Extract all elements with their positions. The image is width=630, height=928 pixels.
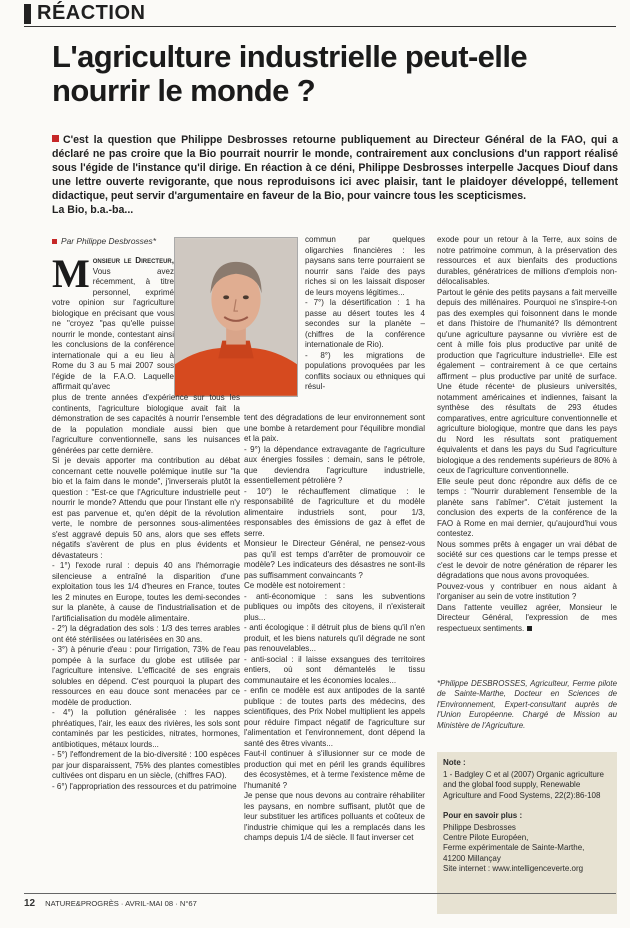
contact-line: 41200 Millançay bbox=[443, 853, 501, 863]
contact-website: Site internet : www.intelligenceverte.org bbox=[443, 863, 584, 873]
chapo-tagline: La Bio, b.a.-ba... bbox=[52, 204, 134, 217]
column-3 bbox=[437, 235, 617, 634]
paragraph: Monsieur le Directeur Général, ne pensez-vous pas qu'il est temps d'arrêter de promouvoir ce modèle? Les indicateurs des désastres ne sont-ils pas suffisamment convaincants ? bbox=[244, 539, 425, 580]
paragraph: - 9°) la dépendance extravagante de l'agriculture aux énergies fossiles : demain, sans le pétrole, que deviendra l'agriculture industrielle, essentiellement pétrolière ? bbox=[244, 444, 425, 485]
headline: L'agriculture industrielle peut-elle nourrir le monde ? bbox=[52, 39, 527, 108]
paragraph: - 3°) à pénurie d'eau : pour l'irrigation, 73% de l'eau pompée à la surface du globe est utilisée par l'agriculture intensive. L'efficacité de ses engrais solubles en dépend. C'est pourquoi la plupart des ressources en eau douce sont menacées par ce modèle de production. bbox=[52, 645, 240, 707]
paragraph: - 5°) l'effondrement de la bio-diversité : 100 espèces par jour disparaissent, 75% des plantes comestibles cultivées ont disparu en un siècle, (chiffres FAO). bbox=[52, 750, 240, 780]
contact-line: Philippe Desbrosses bbox=[443, 823, 516, 833]
paragraph: - 10°) le réchauffement climatique : le responsabilité de l'agriculture et du modèle alimentaire industriels sont, pour 1/3, responsables des émissions de gaz à effet de serre. bbox=[244, 486, 425, 538]
dropcap: M bbox=[52, 251, 90, 296]
paragraph: - 4°) la pollution généralisée : les nappes phréatiques, l'air, les eaux des rivières, les sols sont contaminés par les pesticides, nitrates, hormones, antibiotiques, métaux lourds... bbox=[52, 708, 240, 749]
chapo bbox=[52, 133, 618, 218]
byline bbox=[52, 236, 156, 246]
chapo-text: C'est la question que Philippe Desbrosses retourne publiquement au Directeur Général de la FAO, qui a déclaré ne pas croire que la Bio pourrait nourrir le monde, contrairement aux conclusions d'un rapport réalisé sous l'égide de l'instance qu'il dirige. En réaction à ce déni, Philippe Desbrosses interpelle Jacques Diouf dans une lettre ouverte revigorante, que nous reproduisons ici avec plaisir, tant le plaidoyer développé, tellement didactique, peut servir d'argumentaire en faveur de la Bio, pour vaincre tous les scepticismes. bbox=[52, 134, 618, 203]
page-footer bbox=[24, 898, 197, 909]
paragraph: Faut-il continuer à s'illusionner sur ce mode de production qui met en péril les grands équilibres des écosystèmes, et à terme l'existence même de l'humanité ? bbox=[244, 749, 425, 790]
section-label: RÉACTION bbox=[37, 2, 146, 24]
paragraph: Nous sommes prêts à engager un vrai débat de société sur ces questions car le temps presse et c'est le devoir de notre génération de réparer les dégradations que nous avons provoquées. bbox=[437, 539, 617, 580]
paragraph: - anti-économique : sans les subventions publiques ou impôts des citoyens, il n'existerait plus... bbox=[244, 591, 425, 622]
opening-text: Vous avez récemment, à titre personnel, exprimé votre opinion sur l'agriculture biologique en précisant que vous ne "croyez "pas qu'elle puisse nourrir le monde, contestant ainsi les conclusions de la conférence internationale qui a eu lieu à Rome du 3 au 5 mai 2007 sous l'égide de la F.A.O. Laquelle affirmait qu'avec bbox=[52, 266, 174, 391]
page-number: 12 bbox=[24, 898, 36, 909]
red-square-bullet bbox=[52, 135, 59, 142]
contact-line: Ferme expérimentale de Sainte-Marthe, bbox=[443, 843, 585, 853]
paragraph: tent des dégradations de leur environnement sont une bombe à retardement pour l'équilibre mondial et la paix. bbox=[244, 413, 425, 443]
paragraph: commun par quelques oligarchies financières : les paysans sans terre pourraient se nourrir sans l'aide des pays riches si on les laissait disposer de leurs moyens légitimes... bbox=[305, 235, 425, 297]
end-of-article-mark bbox=[527, 626, 532, 631]
paragraph: - 1°) l'exode rural : depuis 40 ans l'hémorragie silencieuse a entraîné la disparition d'une exploitation tous les 1/4 d'heures en France, toutes les 2 minutes en Europe, toutes les demi-secondes sur la planète, à cause de l'industrialisation et de l'artificialisation du modèle alimentaire. bbox=[52, 561, 240, 623]
note-box bbox=[437, 752, 617, 914]
column-2-bottom bbox=[244, 413, 425, 844]
note-text: 1 - Badgley C et al (2007) Organic agriculture and the global food supply, Renewable Agriculture and Food Systems, 22(2):86-108 bbox=[443, 770, 604, 800]
paragraph: Pouvez-vous y contribuer en nous aidant à l'organiser au sein de votre institution ? bbox=[437, 581, 617, 601]
paragraph: Je pense que nous devons au contraire réhabiliter les paysans, en nombre suffisant, plutôt que de leur substituer les artifices polluants et coûteux de l'industrie chimique qui les a remplacés dans les champs depuis 1/4 de siècle. Il faut inverser cet bbox=[244, 791, 425, 842]
note-title: Note : bbox=[443, 758, 466, 767]
paragraph: plus de trente années d'expérience sur tous les continents, l'agriculture biologique avait fait la démonstration de ses capacités à nourrir l'ensemble de la population mondiale aussi bien que l'agriculture conventionnelle, sans les nuisances générées par cette dernière. bbox=[52, 393, 240, 455]
top-rule bbox=[24, 26, 616, 27]
paragraph: exode pour un retour à la Terre, aux soins de notre patrimoine commun, à la préservation des ressources et aux bienfaits des productions durables, génératrices de millions d'emplois non-délocalisables. bbox=[437, 235, 617, 286]
paragraph: - anti-social : il laisse exsangues des territoires entiers, où sont démantelés le tissu communautaire et les économies locales... bbox=[244, 654, 425, 685]
more-info-title: Pour en savoir plus : bbox=[443, 810, 523, 820]
paragraph: Ce modèle est notoirement : bbox=[244, 581, 346, 590]
paragraph: - 8°) les migrations de populations provoquées par les conflits sociaux ou ethniques qui résul- bbox=[305, 350, 425, 391]
column-2-top bbox=[305, 235, 425, 393]
column-1-bottom bbox=[52, 393, 240, 792]
section-bar bbox=[24, 4, 31, 24]
author-photo bbox=[174, 237, 298, 397]
closing-paragraph bbox=[437, 603, 617, 635]
paragraph: Partout le génie des petits paysans a fait merveille depuis des millénaires. Pourquoi ne s'inspire-t-on pas des exemples qui foisonnent dans le monde et dans l'histoire de l'humanité? Ils démontrent qu'une agriculture paysanne ou vivrière est de cent à mille fois plus productive par unité de production que l'agriculture industrielle¹. Elle est également – contrairement à ce que certains affirment – plus productive par unité de surface. Une étude récente¹ de plusieurs universités, notamment américaines et indiennes, faisant la synthèse des résultats de 293 études comparatives, entre agriculture conventionnelle et agriculture biologique, montre que dans les pays du Nord les résultats sont pratiquement équivalents et dans les pays du Sud l'agriculture biologique a des rendements supérieurs de 80% à ceux de l'agriculture conventionnelle. bbox=[437, 287, 617, 475]
magazine-info: NATURE&PROGRÈS · AVRIL-MAI 08 · N°67 bbox=[45, 899, 197, 908]
paragraph: - anti écologique : il détruit plus de biens qu'il n'en produit, et les biens naturels qu'il dégrade ne sont pas renouvelables... bbox=[244, 623, 425, 653]
closing-text: Dans l'attente veuillez agréer, Monsieur le Directeur Général, l'expression de mes respectueux sentiments. bbox=[437, 602, 617, 633]
footer-rule bbox=[24, 893, 616, 894]
salutation: onsieur le Directeur, bbox=[92, 256, 174, 265]
paragraph: Elle seule peut donc répondre aux défis de ce temps : "Nourrir durablement l'ensemble de la planète sans l'abîmer". C'était justement la conclusion des experts de la conférence de la FAO à Rome en mai dernier, qu'aujourd'hui vous contestez. bbox=[437, 476, 617, 538]
paragraph: - 7°) la désertification : 1 ha passe au désert toutes les 4 secondes sur la planète – (chiffres de la conférence internationale de Rio). bbox=[305, 298, 425, 349]
section-tag bbox=[24, 2, 145, 25]
contact-line: Centre Pilote Européen, bbox=[443, 833, 529, 843]
paragraph: - 6°) l'appropriation des ressources et du patrimoine bbox=[52, 781, 237, 791]
author-signature: *Philippe DESBROSSES, Agriculteur, Ferme pilote de Sainte-Marthe, Docteur en Sciences de l'Environnement, Expert-consultant auprès de l'Union Européenne. Chargé de Mission au Ministère de l'Agriculture. bbox=[437, 679, 617, 730]
byline-text: Par Philippe Desbrosses* bbox=[61, 236, 156, 246]
red-square-bullet bbox=[52, 239, 57, 244]
letter-opening bbox=[52, 251, 174, 393]
portrait-illustration bbox=[175, 238, 297, 396]
paragraph: - 2°) la dégradation des sols : 1/3 des terres arables ont été stérilisées ou latérisées en 30 ans. bbox=[52, 624, 240, 644]
column-1-top bbox=[52, 251, 174, 393]
paragraph: Si je devais apporter ma contribution au débat concernant cette nouvelle polémique inutile sur "la bio et la faim dans le monde", j'inverserais plutôt la question : "Est-ce que l'Agriculture industrielle peut nourrir le monde? Attendu que pour l'instant elle n'y est pas parvenue et, qu'en dépit de la révolution verte, le nombre de personnes sous-alimentées s'est aggravé depuis 50 ans, alors que ses effets négatifs s'avèrent de plus en plus évidents et dévastateurs : bbox=[52, 456, 240, 560]
paragraph: - enfin ce modèle est aux antipodes de la santé publique : de toutes parts des médecins, des scientifiques, des Prix Nobel multiplient les appels pour réduire l'impact négatif de l'agriculture sur l'alimentation et l'environnement, dont dépend la santé des êtres vivants... bbox=[244, 686, 425, 748]
